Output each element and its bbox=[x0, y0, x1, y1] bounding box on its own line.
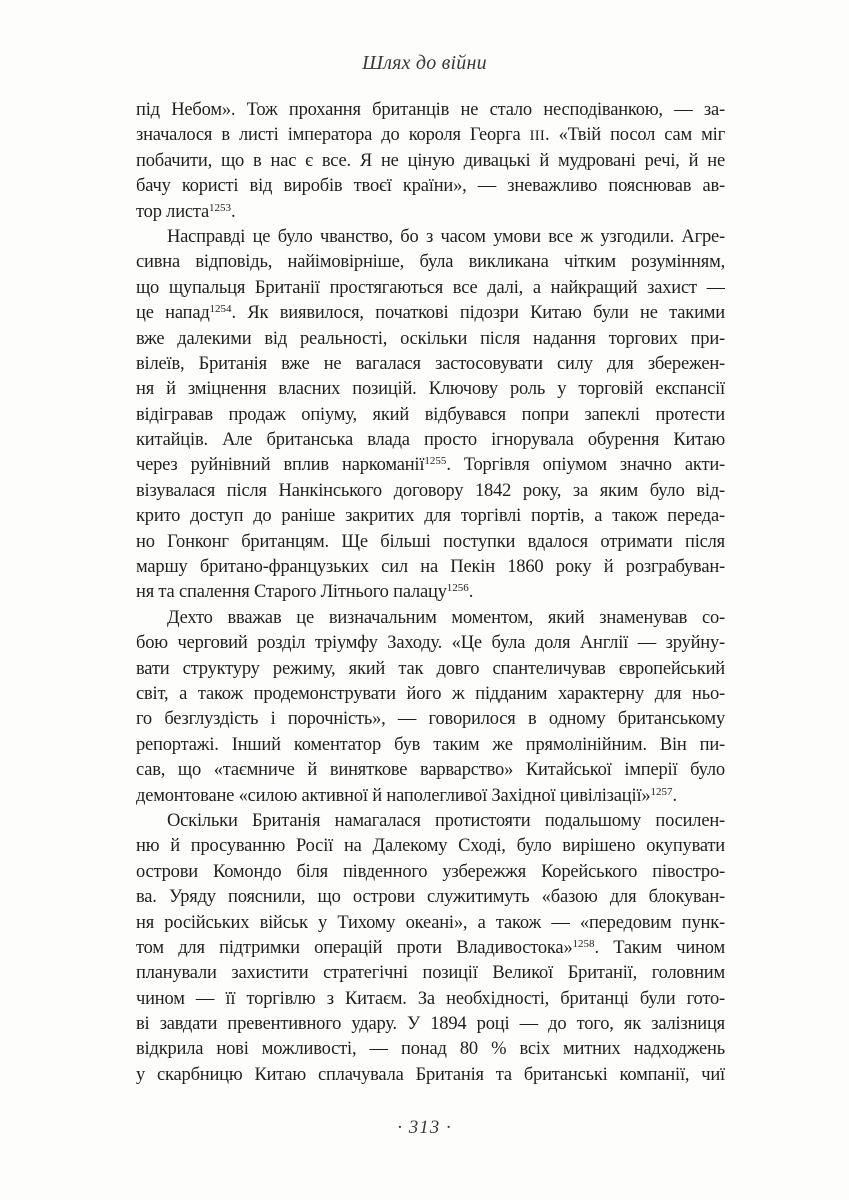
text-line: вже далекими від реальності, оскільки після надання торгових при- bbox=[136, 328, 725, 349]
text-line: сивна відповідь, найімовірніше, була викликана чітким розумінням, bbox=[136, 252, 725, 273]
text-line: планували захистити стратегічні позиції Великої Британії, головним bbox=[136, 963, 725, 984]
footnote-ref: 1256 bbox=[446, 582, 469, 595]
paragraph bbox=[136, 225, 725, 606]
text-line: це напад$^{1254}$. Як виявилося, початкові підозри Китаю були не такими bbox=[136, 303, 725, 324]
text-line: чином — її торгівлю з Китаєм. За необхідності, британці були гото- bbox=[136, 988, 725, 1009]
text-line: що щупальця Британії простягаються все далі, а найкращий захист — bbox=[136, 277, 725, 298]
footnote-ref: 1257 bbox=[650, 785, 673, 798]
text-line: побачити, що в нас є все. Я не ціную дивацькі й мудровані речі, й не bbox=[136, 150, 725, 171]
text-line: ня й зміцнення власних позицій. Ключову роль у торговій експансії bbox=[136, 379, 725, 400]
text-line: відігравав продаж опіуму, який відбувався попри запеклі протести bbox=[136, 404, 725, 425]
text-line: через руйнівний вплив наркоманії$^{1255}$. Торгівля опіумом значно акти- bbox=[136, 455, 725, 476]
text-line: Дехто вважав це визначальним моментом, який знаменував со- bbox=[167, 607, 725, 628]
footnote-ref: 1254 bbox=[209, 303, 232, 316]
paragraph bbox=[136, 606, 725, 809]
text-line: відкрила нові можливості, — понад 80 % всіх митних надходжень bbox=[136, 1039, 725, 1060]
text-line: го безглуздість і порочність», — говорилося в одному британському bbox=[136, 709, 725, 730]
text-line: Оскільки Британія намагалася протистояти подальшому посилен- bbox=[167, 810, 725, 831]
small-caps-numeral: III bbox=[529, 128, 546, 145]
text-line: бою черговий розділ тріумфу Заходу. «Це була доля Англії — зруйну- bbox=[136, 633, 725, 654]
text-line: ня російських військ у Тихому океані», а також — «передовим пунк- bbox=[136, 912, 725, 933]
text-line: маршу британо-французьких сил на Пекін 1860 року й розграбуван- bbox=[136, 557, 725, 578]
text-line: острови Комондо біля південного узбережжя Корейського півостро- bbox=[136, 861, 725, 882]
text-line: ва. Уряду пояснили, що острови служитимуть «базою для блокуван- bbox=[136, 887, 725, 908]
text-line: значалося в листі імператора до короля Георга III. «Твій посол сам міг bbox=[136, 125, 725, 146]
footnote-ref: 1255 bbox=[424, 455, 447, 468]
text-line: під Небом». Тож прохання британців не стало несподіванкою, — за- bbox=[136, 100, 725, 120]
text-line: у скарбницю Китаю сплачувала Британія та британські компанії, чиї bbox=[136, 1064, 725, 1085]
text-line: вати структуру режиму, який так довго спантеличував європейський bbox=[136, 658, 725, 679]
text-line: китайців. Але британська влада просто ігнорувала обурення Китаю bbox=[136, 430, 725, 451]
text-line: тор листа$^{1253}$. bbox=[136, 201, 236, 222]
page-number: · 313 · bbox=[397, 1117, 452, 1138]
running-header: Шлях до війни bbox=[362, 52, 487, 74]
text-line: візувалася після Нанкінського договору 1842 року, за яким було від- bbox=[136, 480, 725, 501]
text-line: ві завдати превентивного удару. У 1894 році — до того, як залізниця bbox=[136, 1014, 725, 1035]
text-line: том для підтримки операцій проти Владивостока»$^{1258}$. Таким чином bbox=[136, 937, 725, 958]
footnote-ref: 1253 bbox=[209, 201, 232, 214]
text-line: демонтоване «силою активної й наполегливої Західної цивілізації»$^{1257}$. bbox=[136, 785, 677, 806]
text-line: ня та спалення Старого Літнього палацу$^{1256}$. bbox=[136, 582, 474, 603]
text-line: вілеїв, Британія вже не вагалася застосовувати силу для збережен- bbox=[136, 353, 725, 374]
footnote-ref: 1258 bbox=[572, 937, 595, 950]
paragraph bbox=[136, 98, 725, 225]
text-line: Насправді це було чванство, бо з часом умови все ж узгодили. Агре- bbox=[167, 226, 725, 247]
body-text bbox=[136, 98, 725, 1088]
text-line: світ, а також продемонструвати його ж підданим характерну для ньо- bbox=[136, 683, 725, 704]
text-line: репортажі. Інший коментатор був таким же прямолінійним. Він пи- bbox=[136, 734, 725, 755]
text-line: но Гонконг британцям. Ще більші поступки вдалося отримати після bbox=[136, 531, 725, 552]
paragraph bbox=[136, 809, 725, 1088]
text-line: крито доступ до раніше закритих для торгівлі портів, а також переда- bbox=[136, 506, 725, 527]
text-line: ню й просуванню Росії на Далекому Сході, було вирішено окупувати bbox=[136, 836, 725, 857]
text-line: бачу користі від виробів твоєї країни», — зневажливо пояснював ав- bbox=[136, 176, 725, 197]
text-line: сав, що «таємниче й виняткове варварство» Китайської імперії було bbox=[136, 760, 725, 781]
